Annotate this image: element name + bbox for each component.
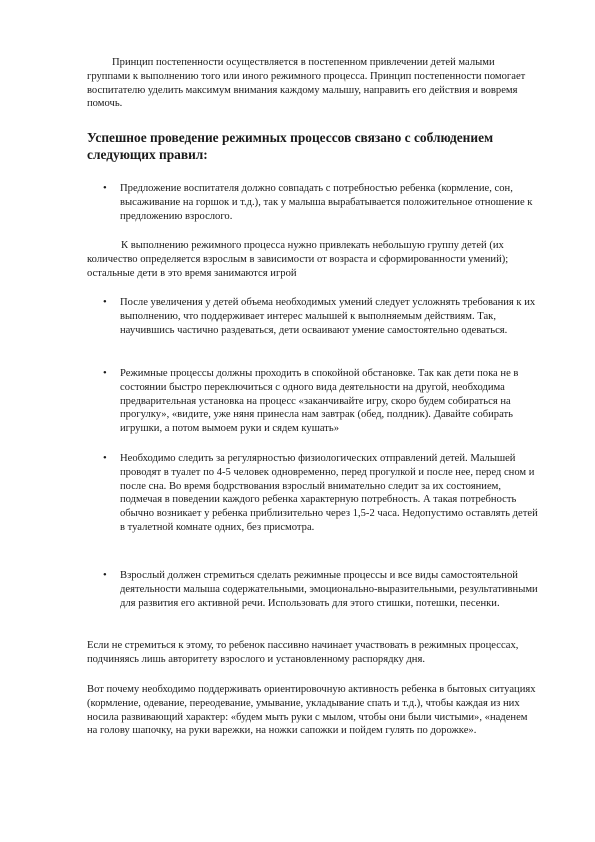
passive-paragraph: Если не стремиться к этому, то ребенок пассивно начинает участвовать в режимных процессах, подчиняясь лишь авторитету взрослого и установленному распорядку дня. bbox=[87, 640, 519, 665]
intro-paragraph: Принцип постепенности осуществляется в постепенном привлечении детей малыми группами к выполнению того или иного режимного процесса. Принцип постепенности помогает воспитателю уделить максимум внимания каждому малышу, направить его действия и вовремя помочь. bbox=[87, 57, 526, 110]
section-heading: Успешное проведение режимных процессов связано с соблюдением следующих правил: bbox=[87, 130, 494, 163]
bullet-marker: • bbox=[103, 183, 107, 194]
list-item-5: Взрослый должен стремиться сделать режимные процессы и все виды самостоятельной деятельности малыша содержательными, эмоционально-выразительными, результативными для развития его активной речи. Использовать для этого стишки, потешки, песенки. bbox=[120, 570, 538, 609]
list-item-1: Предложение воспитателя должно совпадать с потребностью ребенка (кормление, сон, высаживание на горшок и т.д.), так у малыша вырабатывается положительное отношение к предложению взрослого. bbox=[120, 183, 533, 222]
closing-paragraph: Вот почему необходимо поддерживать ориентировочную активность ребенка в бытовых ситуациях (кормление, одевание, переодевание, умывание, укладывание спать и т.д.), чтобы каждая из них носила развивающий характер: «будем мыть руки с мылом, чтобы они были чистыми», «наденем на голову шапочку, на руки варежки, на ножки сапожки и пойдем гулять по дорожке». bbox=[87, 684, 536, 737]
bullet-marker: • bbox=[103, 570, 107, 581]
list-item-4: Необходимо следить за регулярностью физиологических отправлений детей. Малышей проводят в туалет по 4-5 человек одновременно, перед прогулкой и после нее, перед сном и после сна. Во время бодрствования взрослый внимательно следит за их состоянием, подмечая в поведении каждого ребенка характерную потребность. А такая потребность обычно возникает у ребенка приблизительно через 1,5-2 часа. Недопустимо оставлять детей в туалетной комнате одних, без присмотра. bbox=[120, 453, 538, 533]
list-item-3: Режимные процессы должны проходить в спокойной обстановке. Так как дети пока не в состоянии быстро переключиться с одного вида деятельности на другой, необходима предварительная установка на процесс «заканчивайте игру, скоро будем собираться на прогулку», «видите, уже няня принесла нам завтрак (обед, полдник). Давайте собирать игрушки, а потом вымоем руки и сядем кушать» bbox=[120, 368, 519, 435]
bullet-marker: • bbox=[103, 297, 107, 308]
list-item-2: После увеличения у детей объема необходимых умений следует усложнять требования к их выполнению, что поддерживает интерес малышей к выполняемым действиям. Так, научившись частично раздеваться, дети осваивают умение самостоятельно одеваться. bbox=[120, 297, 536, 336]
list-note-paragraph: К выполнению режимного процесса нужно привлекать небольшую группу детей (их количество определяется взрослым в зависимости от возраста и сформированности умений); остальные дети в это время занимаются игрой bbox=[87, 240, 509, 279]
bullet-marker: • bbox=[103, 453, 107, 464]
bullet-marker: • bbox=[103, 368, 107, 379]
